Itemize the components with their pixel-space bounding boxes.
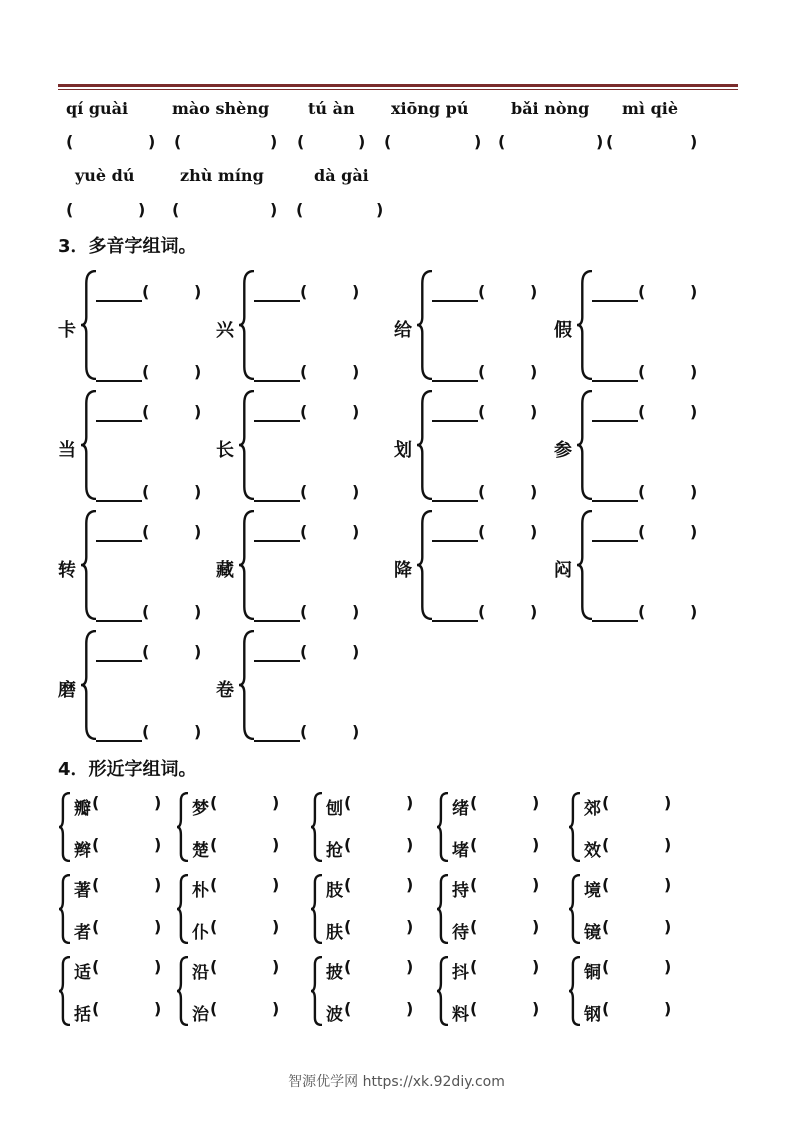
curly-brace (58, 792, 72, 862)
answer-paren-close: ) (474, 132, 482, 151)
curly-brace (310, 874, 324, 944)
answer-paren-close: ) (272, 957, 280, 976)
similar-char: 效 (584, 841, 601, 861)
similar-char: 括 (74, 1005, 91, 1025)
answer-paren-close: ) (664, 875, 672, 894)
answer-paren-close: ) (272, 999, 280, 1018)
answer-paren-open: ( (92, 793, 100, 812)
curly-brace (568, 792, 582, 862)
answer-paren-open: ( (344, 999, 352, 1018)
answer-paren-close: ) (406, 957, 414, 976)
curly-brace (176, 792, 190, 862)
answer-blank (432, 500, 478, 502)
answer-paren-close: ) (690, 522, 698, 541)
pinyin-item: qí guài (66, 99, 129, 118)
answer-paren-close: ) (358, 132, 366, 151)
answer-paren-close: ) (352, 642, 360, 661)
answer-blank (96, 660, 142, 662)
polyphonic-char: 藏 (216, 560, 234, 581)
answer-paren-open: ( (478, 522, 486, 541)
answer-paren-close: ) (532, 793, 540, 812)
answer-blank (432, 620, 478, 622)
answer-blank (254, 420, 300, 422)
pinyin-item: zhù míng (180, 166, 264, 185)
answer-paren-open: ( (602, 835, 610, 854)
answer-paren-open: ( (92, 835, 100, 854)
answer-paren-close: ) (530, 282, 538, 301)
answer-paren-close: ) (194, 722, 202, 741)
curly-brace (80, 510, 98, 620)
curly-brace (310, 956, 324, 1026)
pinyin-item: tú àn (308, 99, 355, 118)
answer-blank (96, 300, 142, 302)
similar-char: 待 (452, 923, 469, 943)
answer-paren-open: ( (142, 362, 150, 381)
answer-paren-open: ( (602, 999, 610, 1018)
similar-char: 绪 (452, 799, 469, 819)
similar-char: 肢 (326, 881, 343, 901)
answer-paren-open: ( (344, 917, 352, 936)
curly-brace (58, 956, 72, 1026)
answer-paren-open: ( (66, 132, 74, 151)
polyphonic-char: 划 (394, 440, 412, 461)
answer-paren-open: ( (142, 482, 150, 501)
curly-brace (416, 390, 434, 500)
answer-paren-open: ( (470, 957, 478, 976)
similar-char: 堵 (452, 841, 469, 861)
answer-paren-open: ( (638, 282, 646, 301)
answer-paren-close: ) (530, 482, 538, 501)
answer-paren-close: ) (194, 642, 202, 661)
answer-blank (592, 420, 638, 422)
answer-paren-close: ) (690, 362, 698, 381)
answer-paren-open: ( (142, 522, 150, 541)
curly-brace (576, 510, 594, 620)
curly-brace (436, 792, 450, 862)
similar-char: 刨 (326, 799, 343, 819)
pinyin-item: bǎi nòng (511, 99, 590, 118)
answer-blank (432, 540, 478, 542)
curly-brace (238, 390, 256, 500)
polyphonic-char: 参 (554, 440, 572, 461)
polyphonic-char: 转 (58, 560, 76, 581)
curly-brace (310, 792, 324, 862)
answer-paren-open: ( (470, 917, 478, 936)
answer-paren-open: ( (602, 957, 610, 976)
answer-paren-open: ( (210, 957, 218, 976)
answer-paren-open: ( (344, 835, 352, 854)
answer-paren-open: ( (478, 482, 486, 501)
answer-paren-open: ( (606, 132, 614, 151)
answer-paren-close: ) (352, 402, 360, 421)
answer-paren-open: ( (210, 999, 218, 1018)
answer-paren-close: ) (352, 362, 360, 381)
answer-paren-close: ) (154, 917, 162, 936)
answer-paren-open: ( (210, 793, 218, 812)
answer-paren-close: ) (194, 522, 202, 541)
answer-paren-open: ( (602, 917, 610, 936)
answer-paren-close: ) (154, 875, 162, 894)
answer-paren-close: ) (270, 132, 278, 151)
answer-paren-open: ( (602, 875, 610, 894)
answer-paren-open: ( (300, 642, 308, 661)
answer-paren-open: ( (638, 602, 646, 621)
answer-paren-close: ) (352, 602, 360, 621)
answer-paren-close: ) (154, 835, 162, 854)
pinyin-item: xiōng pú (391, 99, 469, 118)
answer-blank (432, 300, 478, 302)
answer-paren-close: ) (690, 602, 698, 621)
answer-blank (254, 740, 300, 742)
answer-paren-open: ( (470, 875, 478, 894)
similar-char: 抖 (452, 963, 469, 983)
similar-char: 者 (74, 923, 91, 943)
curly-brace (568, 874, 582, 944)
answer-paren-close: ) (352, 282, 360, 301)
answer-paren-close: ) (532, 875, 540, 894)
answer-paren-open: ( (478, 282, 486, 301)
answer-paren-close: ) (194, 282, 202, 301)
section-4-heading: 4．形近字组词。 (58, 759, 197, 780)
answer-paren-close: ) (270, 200, 278, 219)
answer-paren-close: ) (532, 957, 540, 976)
answer-paren-open: ( (470, 793, 478, 812)
answer-paren-close: ) (272, 917, 280, 936)
answer-paren-open: ( (92, 917, 100, 936)
answer-paren-close: ) (532, 835, 540, 854)
answer-blank (432, 380, 478, 382)
polyphonic-char: 给 (394, 320, 412, 341)
answer-paren-open: ( (210, 875, 218, 894)
answer-paren-open: ( (384, 132, 392, 151)
similar-char: 适 (74, 963, 91, 983)
similar-char: 治 (192, 1005, 209, 1025)
answer-paren-open: ( (478, 362, 486, 381)
similar-char: 郊 (584, 799, 601, 819)
answer-paren-close: ) (352, 482, 360, 501)
answer-paren-close: ) (530, 522, 538, 541)
similar-char: 境 (584, 881, 601, 901)
answer-paren-open: ( (638, 482, 646, 501)
answer-paren-open: ( (470, 835, 478, 854)
answer-paren-open: ( (638, 402, 646, 421)
answer-paren-close: ) (596, 132, 604, 151)
answer-paren-open: ( (300, 482, 308, 501)
answer-paren-close: ) (664, 999, 672, 1018)
answer-paren-close: ) (530, 602, 538, 621)
footer-site: 智源优学网 https://xk.92diy.com (288, 1074, 505, 1090)
answer-paren-close: ) (194, 482, 202, 501)
answer-paren-close: ) (138, 200, 146, 219)
answer-paren-close: ) (194, 362, 202, 381)
answer-paren-close: ) (532, 917, 540, 936)
answer-paren-open: ( (300, 722, 308, 741)
answer-paren-open: ( (344, 793, 352, 812)
similar-char: 瓣 (74, 799, 91, 819)
answer-paren-open: ( (210, 917, 218, 936)
answer-blank (96, 620, 142, 622)
answer-paren-close: ) (530, 402, 538, 421)
answer-blank (96, 420, 142, 422)
similar-char: 辫 (74, 841, 91, 861)
similar-char: 料 (452, 1005, 469, 1025)
pinyin-item: yuè dú (75, 166, 135, 185)
answer-paren-open: ( (300, 362, 308, 381)
polyphonic-char: 降 (394, 560, 412, 581)
answer-paren-close: ) (664, 793, 672, 812)
answer-blank (592, 300, 638, 302)
answer-paren-open: ( (142, 642, 150, 661)
section-3-heading: 3．多音字组词。 (58, 236, 197, 257)
answer-paren-close: ) (148, 132, 156, 151)
answer-paren-close: ) (406, 917, 414, 936)
similar-char: 波 (326, 1005, 343, 1025)
answer-blank (254, 300, 300, 302)
similar-char: 肤 (326, 923, 343, 943)
answer-paren-close: ) (690, 132, 698, 151)
answer-paren-close: ) (664, 835, 672, 854)
answer-blank (96, 500, 142, 502)
polyphonic-char: 卷 (216, 680, 234, 701)
answer-paren-close: ) (406, 835, 414, 854)
curly-brace (436, 956, 450, 1026)
pinyin-item: mào shèng (172, 99, 270, 118)
curly-brace (80, 390, 98, 500)
similar-char: 梦 (192, 799, 209, 819)
answer-blank (432, 420, 478, 422)
curly-brace (80, 270, 98, 380)
polyphonic-char: 假 (554, 320, 572, 341)
answer-blank (592, 540, 638, 542)
polyphonic-char: 磨 (58, 680, 76, 701)
answer-paren-close: ) (272, 875, 280, 894)
answer-paren-close: ) (154, 957, 162, 976)
curly-brace (238, 630, 256, 740)
answer-paren-close: ) (352, 722, 360, 741)
answer-paren-open: ( (300, 602, 308, 621)
answer-paren-open: ( (470, 999, 478, 1018)
answer-blank (592, 500, 638, 502)
answer-paren-close: ) (532, 999, 540, 1018)
answer-paren-open: ( (344, 875, 352, 894)
answer-blank (96, 380, 142, 382)
curly-brace (576, 270, 594, 380)
header-rule-thin (58, 89, 738, 90)
pinyin-item: mì qiè (622, 99, 679, 118)
answer-paren-open: ( (300, 282, 308, 301)
answer-paren-open: ( (66, 200, 74, 219)
answer-paren-close: ) (154, 999, 162, 1018)
answer-paren-open: ( (638, 362, 646, 381)
answer-paren-close: ) (690, 482, 698, 501)
similar-char: 朴 (192, 881, 209, 901)
polyphonic-char: 兴 (216, 320, 234, 341)
pinyin-item: dà gài (314, 166, 369, 185)
answer-paren-open: ( (498, 132, 506, 151)
curly-brace (80, 630, 98, 740)
similar-char: 楚 (192, 841, 209, 861)
curly-brace (176, 874, 190, 944)
answer-paren-close: ) (664, 957, 672, 976)
answer-paren-close: ) (376, 200, 384, 219)
similar-char: 持 (452, 881, 469, 901)
answer-blank (254, 500, 300, 502)
answer-paren-close: ) (406, 793, 414, 812)
curly-brace (576, 390, 594, 500)
answer-blank (592, 380, 638, 382)
answer-paren-close: ) (352, 522, 360, 541)
answer-paren-open: ( (174, 132, 182, 151)
curly-brace (176, 956, 190, 1026)
answer-paren-open: ( (297, 132, 305, 151)
answer-paren-close: ) (194, 402, 202, 421)
answer-paren-open: ( (172, 200, 180, 219)
answer-blank (96, 740, 142, 742)
similar-char: 披 (326, 963, 343, 983)
answer-blank (254, 380, 300, 382)
curly-brace (416, 510, 434, 620)
answer-paren-open: ( (300, 402, 308, 421)
answer-paren-open: ( (602, 793, 610, 812)
similar-char: 仆 (192, 923, 209, 943)
answer-paren-open: ( (300, 522, 308, 541)
answer-paren-open: ( (142, 602, 150, 621)
answer-blank (254, 620, 300, 622)
answer-paren-open: ( (92, 957, 100, 976)
header-rule-thick (58, 84, 738, 87)
curly-brace (568, 956, 582, 1026)
curly-brace (238, 270, 256, 380)
similar-char: 钢 (584, 1005, 601, 1025)
answer-paren-open: ( (92, 875, 100, 894)
polyphonic-char: 长 (216, 440, 234, 461)
curly-brace (416, 270, 434, 380)
answer-paren-open: ( (478, 402, 486, 421)
similar-char: 抢 (326, 841, 343, 861)
answer-paren-open: ( (142, 282, 150, 301)
similar-char: 沿 (192, 963, 209, 983)
answer-paren-open: ( (142, 722, 150, 741)
answer-paren-open: ( (478, 602, 486, 621)
similar-char: 镜 (584, 923, 601, 943)
answer-paren-close: ) (194, 602, 202, 621)
answer-paren-close: ) (154, 793, 162, 812)
answer-blank (96, 540, 142, 542)
answer-paren-open: ( (142, 402, 150, 421)
answer-paren-close: ) (690, 402, 698, 421)
answer-paren-close: ) (664, 917, 672, 936)
answer-paren-close: ) (406, 999, 414, 1018)
similar-char: 著 (74, 881, 91, 901)
answer-paren-open: ( (210, 835, 218, 854)
answer-paren-close: ) (272, 793, 280, 812)
polyphonic-char: 当 (58, 440, 76, 461)
answer-paren-open: ( (344, 957, 352, 976)
answer-paren-open: ( (92, 999, 100, 1018)
curly-brace (58, 874, 72, 944)
answer-paren-close: ) (272, 835, 280, 854)
curly-brace (436, 874, 450, 944)
answer-blank (592, 620, 638, 622)
answer-blank (254, 540, 300, 542)
answer-blank (254, 660, 300, 662)
answer-paren-close: ) (690, 282, 698, 301)
answer-paren-open: ( (638, 522, 646, 541)
similar-char: 铜 (584, 963, 601, 983)
curly-brace (238, 510, 256, 620)
answer-paren-close: ) (406, 875, 414, 894)
answer-paren-open: ( (296, 200, 304, 219)
answer-paren-close: ) (530, 362, 538, 381)
polyphonic-char: 闷 (554, 560, 572, 581)
polyphonic-char: 卡 (58, 320, 76, 341)
